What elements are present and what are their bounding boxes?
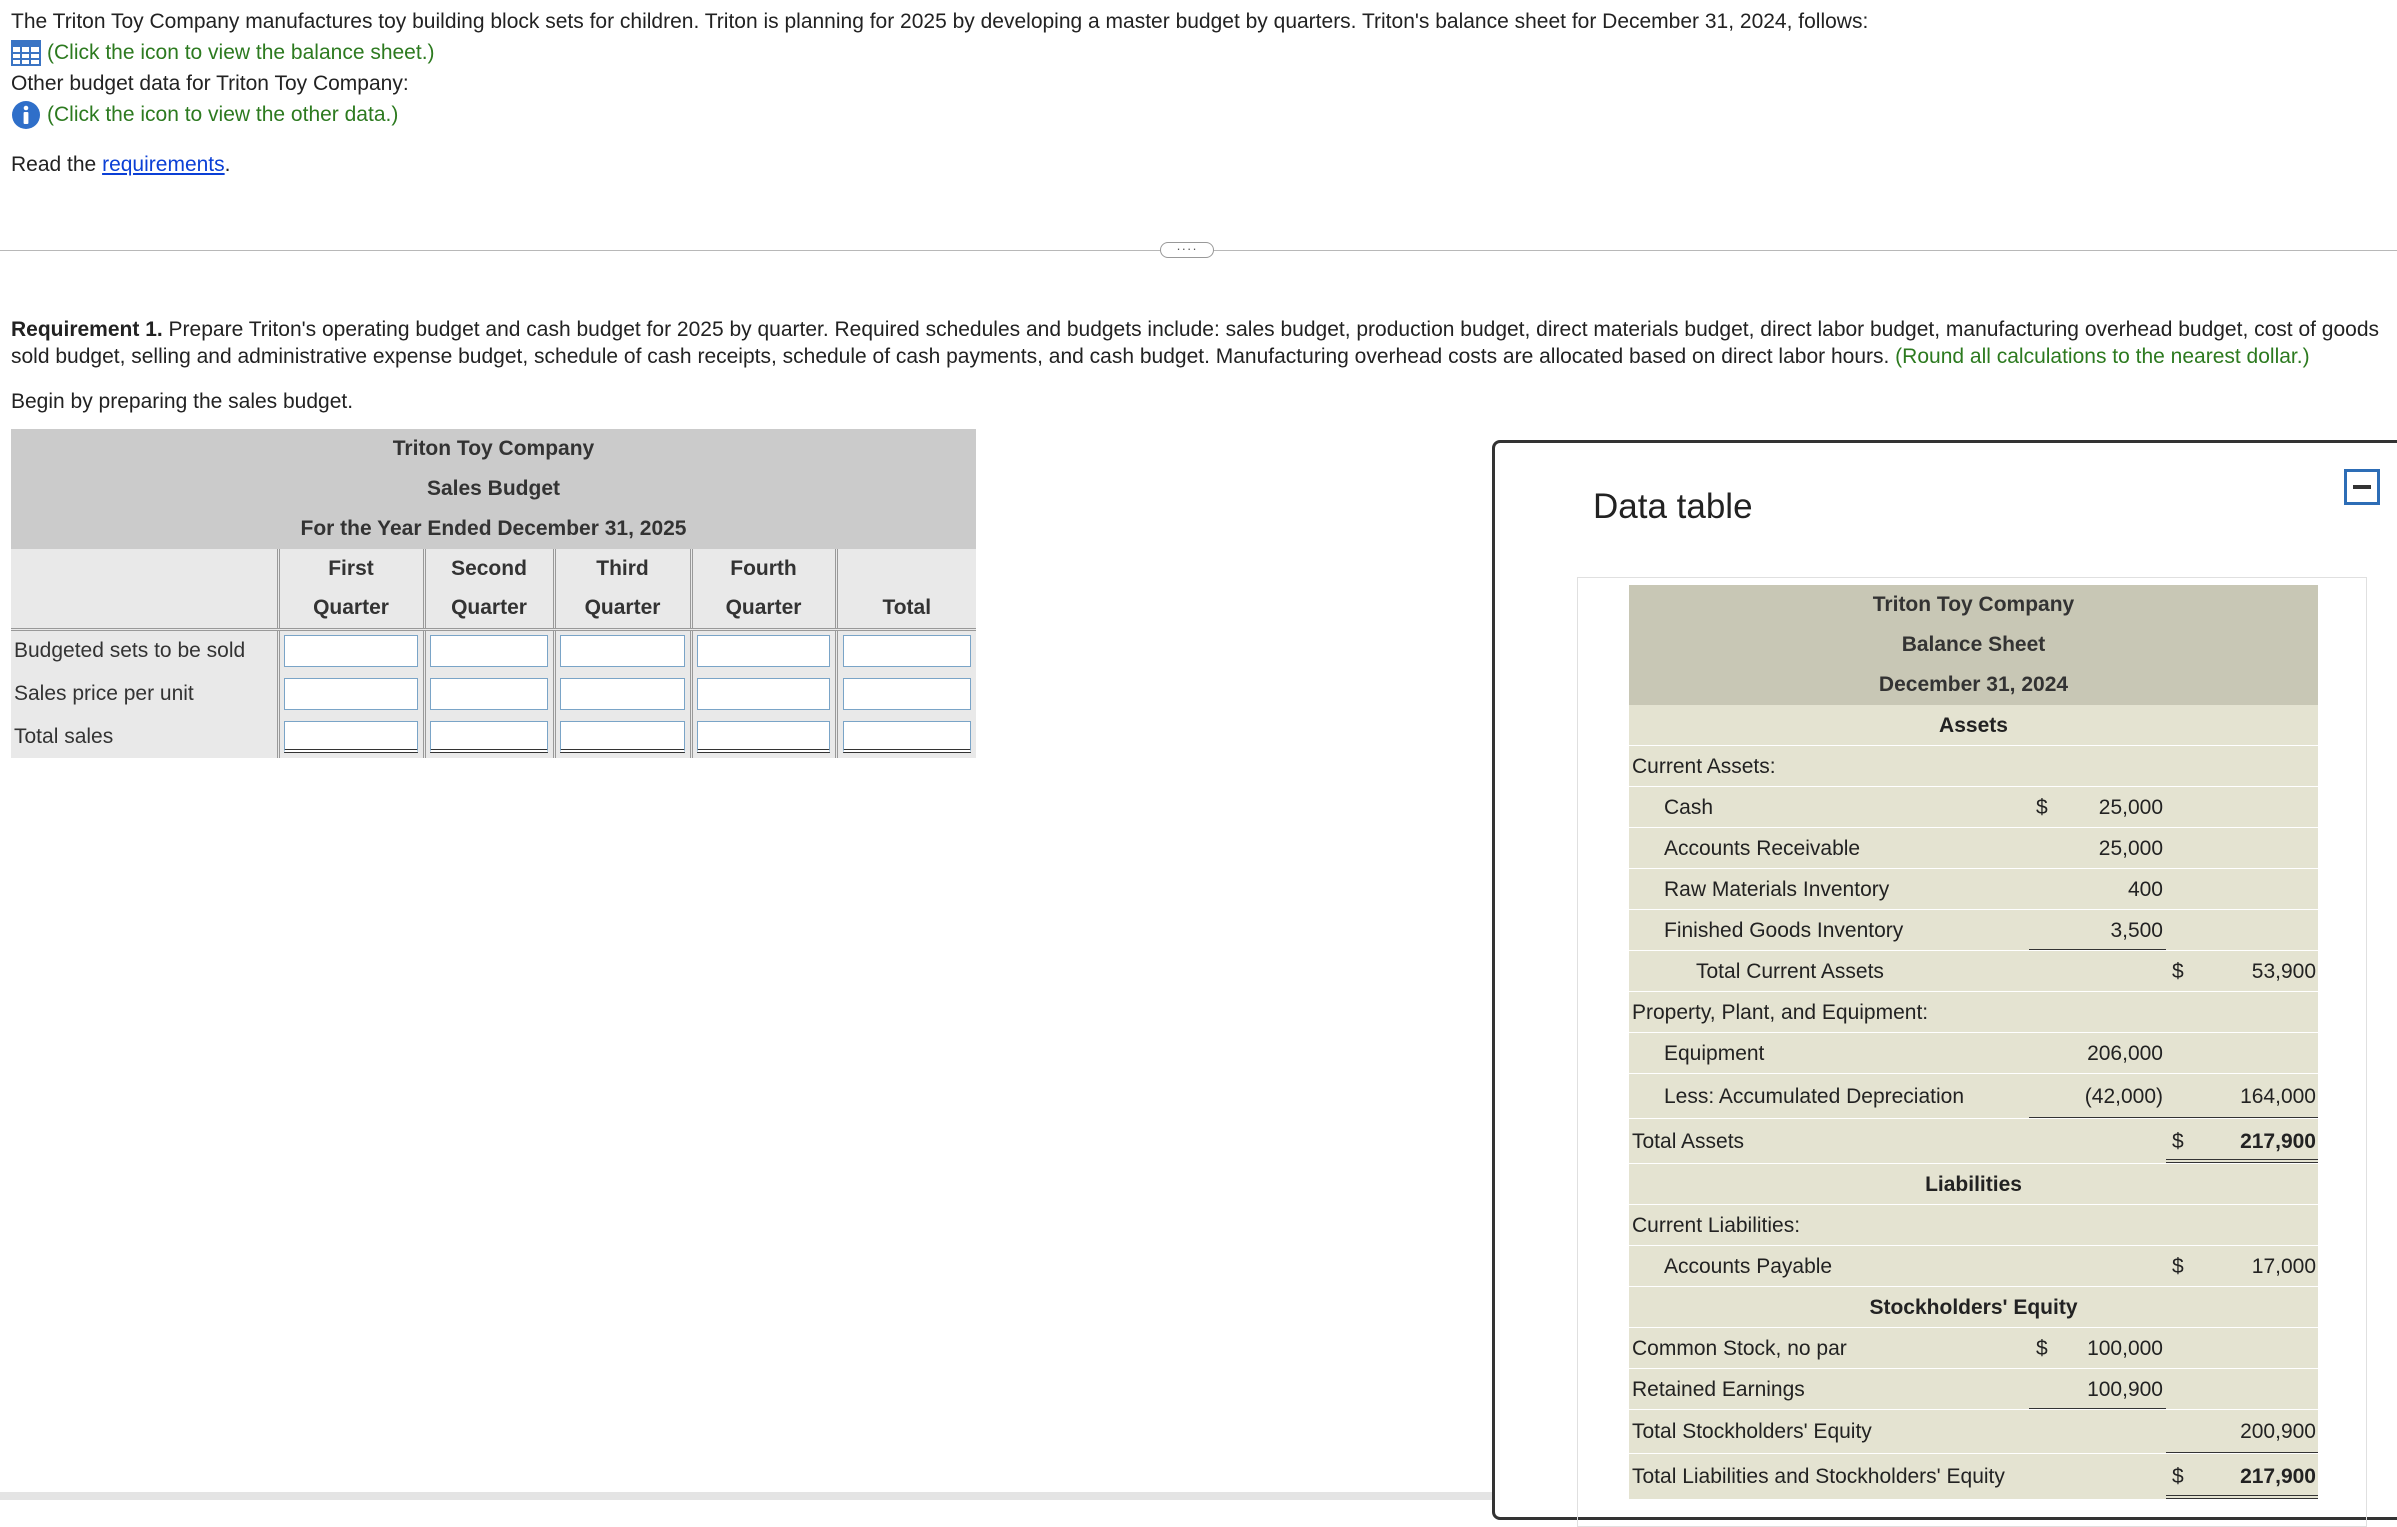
underline xyxy=(2029,1117,2166,1118)
fg-value: 3,500 xyxy=(2110,919,2163,942)
ta-dollar: $ xyxy=(2172,1130,2184,1153)
table-row xyxy=(1629,746,2318,787)
tlse-dollar: $ xyxy=(2172,1465,2184,1488)
equity-header: Stockholders' Equity xyxy=(1869,1296,2078,1319)
underline xyxy=(2166,1452,2318,1453)
total-sales-q4-input[interactable] xyxy=(697,721,830,753)
row-label-sets-sold: Budgeted sets to be sold xyxy=(14,639,246,663)
col-header-total: Total xyxy=(836,589,976,629)
minimize-icon xyxy=(2353,485,2371,489)
table-row xyxy=(1629,1033,2318,1074)
row-label-sales-price: Sales price per unit xyxy=(14,681,194,705)
minimize-button[interactable] xyxy=(2344,469,2380,505)
requirement-label: Requirement 1. xyxy=(11,318,163,341)
requirements-link[interactable]: requirements xyxy=(102,153,225,176)
tlse-label: Total Liabilities and Stockholders' Equity xyxy=(1632,1465,2005,1488)
total-sales-total-input[interactable] xyxy=(843,721,971,753)
liabilities-header-row xyxy=(1629,1164,2318,1205)
table-row xyxy=(1629,1328,2318,1369)
balance-sheet-link-row[interactable] xyxy=(11,37,1868,68)
cs-dollar: $ xyxy=(2036,1337,2048,1360)
table-row xyxy=(11,629,976,672)
price-total-input[interactable] xyxy=(843,678,971,710)
table-row xyxy=(1629,992,2318,1033)
sales-budget-table xyxy=(11,429,976,758)
read-prefix: Read the xyxy=(11,153,103,176)
ap-label: Accounts Payable xyxy=(1664,1255,1833,1278)
col-header-q4-top: Fourth xyxy=(691,549,836,589)
panel-title: Data table xyxy=(1593,487,1753,526)
sets-sold-q2-input[interactable] xyxy=(430,635,548,667)
balance-sheet-link[interactable]: (Click the icon to view the balance sheet.) xyxy=(47,41,435,64)
liabilities-header: Liabilities xyxy=(1925,1173,2022,1196)
ap-dollar: $ xyxy=(2172,1255,2184,1278)
col-header-q4: Quarter xyxy=(691,589,836,629)
corner-cell xyxy=(11,549,278,589)
horizontal-scrollbar[interactable] xyxy=(0,1492,1492,1500)
corner-cell-2 xyxy=(11,589,278,629)
expand-collapse-button[interactable]: ···· xyxy=(1160,242,1214,258)
table-row xyxy=(1629,1246,2318,1287)
col-header-q2: Quarter xyxy=(424,589,554,629)
rm-label: Raw Materials Inventory xyxy=(1664,878,1890,901)
col-header-q1-top: First xyxy=(278,549,424,589)
begin-instruction: Begin by preparing the sales budget. xyxy=(11,390,354,413)
underline xyxy=(2029,1408,2166,1409)
sets-sold-q3-input[interactable] xyxy=(560,635,685,667)
requirement-body: Prepare Triton's operating budget and cash budget for 2025 by quarter. Required schedules and budgets include: sales budget, production budget, direct materials budget, direct labor budget, manufacturing overhead budget, cost of goods sold budget, selling and administrative expense budget, schedule of cash receipts, schedule of cash payments, and cash budget. Manufacturing overhead costs are allocated based on direct labor hours. xyxy=(11,318,2380,368)
common-stock-value: 100,000 xyxy=(2087,1337,2163,1360)
price-q3-input[interactable] xyxy=(560,678,685,710)
tca-dollar: $ xyxy=(2172,960,2184,983)
table-row xyxy=(1629,1369,2318,1410)
sales-budget-title: Sales Budget xyxy=(426,477,561,500)
accdep-value: (42,000) xyxy=(2084,1085,2163,1108)
table-row xyxy=(1629,1454,2318,1500)
double-underline xyxy=(2166,1495,2318,1499)
ar-label: Accounts Receivable xyxy=(1664,837,1861,860)
sales-company-name: Triton Toy Company xyxy=(392,437,595,460)
tlse-value: 217,900 xyxy=(2240,1465,2316,1488)
col-header-q3-top: Third xyxy=(554,549,691,589)
net-ppe-value: 164,000 xyxy=(2240,1085,2316,1108)
cash-dollar: $ xyxy=(2036,796,2048,819)
total-sales-q2-input[interactable] xyxy=(430,721,548,753)
fg-label: Finished Goods Inventory xyxy=(1664,919,1904,942)
equipment-label: Equipment xyxy=(1664,1042,1765,1065)
table-row xyxy=(11,715,976,758)
sales-budget-period: For the Year Ended December 31, 2025 xyxy=(300,517,687,540)
sets-sold-q4-input[interactable] xyxy=(697,635,830,667)
common-stock-label: Common Stock, no par xyxy=(1632,1337,1847,1360)
balance-sheet xyxy=(1629,585,2318,1500)
underline xyxy=(2166,1117,2318,1118)
sales-budget-header xyxy=(11,429,976,549)
table-row xyxy=(1629,910,2318,951)
row-label-total-sales: Total sales xyxy=(14,724,114,748)
cash-value: 25,000 xyxy=(2098,796,2163,819)
rm-value: 400 xyxy=(2127,878,2163,901)
total-sales-q3-input[interactable] xyxy=(560,721,685,753)
tca-label: Total Current Assets xyxy=(1696,960,1884,983)
underline xyxy=(2029,949,2166,950)
table-row xyxy=(1629,787,2318,828)
col-header-q3: Quarter xyxy=(554,589,691,629)
requirement-text xyxy=(11,316,2381,370)
tse-label: Total Stockholders' Equity xyxy=(1632,1420,1872,1443)
retained-earnings-label: Retained Earnings xyxy=(1632,1378,1805,1401)
ap-value: 17,000 xyxy=(2251,1255,2316,1278)
table-row xyxy=(1629,1410,2318,1454)
info-icon[interactable] xyxy=(11,100,41,130)
sets-sold-q1-input[interactable] xyxy=(284,635,418,667)
accdep-label: Less: Accumulated Depreciation xyxy=(1664,1085,1964,1108)
table-row xyxy=(1629,828,2318,869)
table-row xyxy=(1629,1119,2318,1164)
tse-value: 200,900 xyxy=(2240,1420,2316,1443)
intro-section xyxy=(11,6,1868,180)
assets-header-row xyxy=(1629,705,2318,746)
table-row xyxy=(11,672,976,715)
price-q2-input[interactable] xyxy=(430,678,548,710)
other-data-label: Other budget data for Triton Toy Company: xyxy=(11,72,409,95)
table-row xyxy=(1629,869,2318,910)
total-sales-q1-input[interactable] xyxy=(284,721,418,753)
total-assets-value: 217,900 xyxy=(2240,1130,2316,1153)
assets-header: Assets xyxy=(1939,714,2008,737)
double-underline xyxy=(2166,1159,2318,1163)
table-row xyxy=(1629,1074,2318,1119)
total-assets-label: Total Assets xyxy=(1632,1130,1745,1153)
col-header-q1: Quarter xyxy=(278,589,424,629)
equity-header-row xyxy=(1629,1287,2318,1328)
other-data-link[interactable]: (Click the icon to view the other data.) xyxy=(47,103,399,126)
ar-value: 25,000 xyxy=(2098,837,2163,860)
table-row xyxy=(1629,951,2318,992)
ppe-label: Property, Plant, and Equipment: xyxy=(1632,1001,1929,1024)
read-requirements xyxy=(11,149,1868,180)
equipment-value: 206,000 xyxy=(2087,1042,2163,1065)
read-suffix: . xyxy=(224,153,231,176)
bs-company-name: Triton Toy Company xyxy=(1872,593,2075,616)
intro-text: The Triton Toy Company manufactures toy building block sets for children. Triton is planning for 2025 by developing a master budget by quarters. Triton's balance sheet for December 31, 2024, follows: xyxy=(11,10,1869,33)
retained-earnings-value: 100,900 xyxy=(2087,1378,2163,1401)
sets-sold-total-input[interactable] xyxy=(843,635,971,667)
cash-label: Cash xyxy=(1664,796,1714,819)
balance-sheet-header xyxy=(1629,585,2318,705)
bs-title: Balance Sheet xyxy=(1901,633,2046,656)
price-q1-input[interactable] xyxy=(284,678,418,710)
current-liabilities-label: Current Liabilities: xyxy=(1632,1214,1801,1237)
current-assets-label: Current Assets: xyxy=(1632,755,1776,778)
price-q4-input[interactable] xyxy=(697,678,830,710)
rounding-note: (Round all calculations to the nearest dollar.) xyxy=(1889,345,2310,368)
table-row xyxy=(1629,1205,2318,1246)
tca-value: 53,900 xyxy=(2251,960,2316,983)
bs-date: December 31, 2024 xyxy=(1878,673,2069,696)
other-data-link-row[interactable] xyxy=(11,99,1868,130)
table-grid-icon[interactable] xyxy=(11,40,41,66)
col-header-q2-top: Second xyxy=(424,549,554,589)
col-header-total-top xyxy=(836,549,976,589)
